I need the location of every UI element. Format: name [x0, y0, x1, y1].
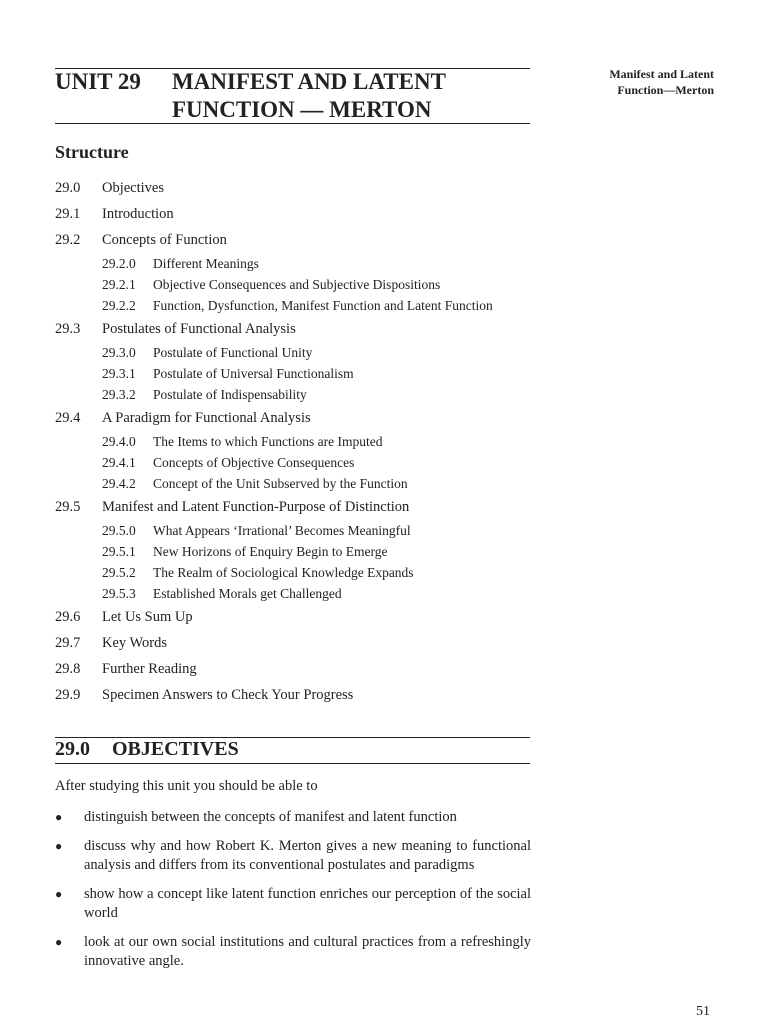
toc-subentry [55, 277, 515, 293]
toc-subentry-number: 29.5.0 [102, 523, 136, 538]
toc-entry-number: 29.1 [55, 206, 81, 222]
unit-number: UNIT 29 [55, 69, 141, 94]
toc-subentry [55, 586, 515, 602]
objectives-list [55, 808, 531, 981]
unit-rule-bottom [55, 123, 530, 124]
bullet-icon: ● [55, 935, 63, 949]
toc-item [55, 685, 515, 711]
toc-subentry-label: The Realm of Sociological Knowledge Expands [153, 565, 414, 580]
table-of-contents [55, 178, 515, 711]
toc-subentry-number: 29.4.0 [102, 434, 136, 449]
toc-item [55, 204, 515, 230]
toc-entry-label: Concepts of Function [102, 232, 227, 248]
objective-item [55, 885, 531, 923]
toc-item [55, 607, 515, 633]
toc-subentry-label: What Appears ‘Irrational’ Becomes Meaningful [153, 523, 411, 538]
toc-subentry-number: 29.3.1 [102, 366, 136, 381]
toc-subentry-label: Postulate of Indispensability [153, 387, 307, 402]
toc-subentry-label: Objective Consequences and Subjective Dispositions [153, 277, 441, 292]
objective-item [55, 808, 531, 827]
toc-subentry [55, 544, 515, 560]
toc-entry-label: Objectives [102, 180, 165, 196]
toc-entry-label: Further Reading [102, 661, 197, 677]
toc-subentry-number: 29.2.1 [102, 277, 136, 292]
toc-item [55, 408, 515, 492]
toc-subentry-number: 29.3.2 [102, 387, 136, 402]
running-head-line2: Function—Merton [617, 83, 714, 97]
toc-entry-number: 29.9 [55, 687, 81, 703]
toc-subentry-number: 29.2.2 [102, 298, 136, 313]
objective-text: distinguish between the concepts of manifest and latent function [84, 809, 457, 825]
toc-entry [55, 178, 515, 204]
objective-item [55, 837, 531, 875]
toc-entry-label: Introduction [102, 206, 174, 222]
toc-entry [55, 319, 515, 345]
bullet-icon: ● [55, 810, 63, 824]
toc-subentry-label: Different Meanings [153, 256, 259, 271]
toc-item [55, 319, 515, 403]
toc-entry-label: Let Us Sum Up [102, 609, 193, 625]
toc-entry-number: 29.3 [55, 321, 81, 337]
objectives-rule-bottom [55, 763, 530, 764]
toc-subentry-number: 29.3.0 [102, 345, 136, 360]
toc-entry-label: Manifest and Latent Function-Purpose of Distinction [102, 499, 410, 515]
toc-subentry-number: 29.2.0 [102, 256, 136, 271]
running-head-line1: Manifest and Latent [609, 67, 714, 81]
toc-subentry-label: Function, Dysfunction, Manifest Function and Latent Function [153, 298, 493, 313]
toc-subentry [55, 366, 515, 382]
toc-subentry-number: 29.4.2 [102, 476, 136, 491]
toc-subentry [55, 476, 515, 492]
toc-subentry-label: Postulate of Universal Functionalism [153, 366, 354, 381]
toc-subentry [55, 298, 515, 314]
toc-entry [55, 685, 515, 711]
toc-entry-label: A Paradigm for Functional Analysis [102, 410, 311, 426]
toc-subentry-label: New Horizons of Enquiry Begin to Emerge [153, 544, 388, 559]
toc-subentry [55, 434, 515, 450]
objective-text: look at our own social institutions and cultural practices from a refreshingly innovative angle. [84, 934, 531, 969]
toc-entry-label: Key Words [102, 635, 168, 651]
toc-subentry [55, 455, 515, 471]
toc-entry [55, 408, 515, 434]
toc-item [55, 497, 515, 602]
toc-entry [55, 607, 515, 633]
toc-subentry-label: The Items to which Functions are Imputed [153, 434, 383, 449]
toc-subentry [55, 523, 515, 539]
toc-item [55, 178, 515, 204]
toc-subentry [55, 387, 515, 403]
toc-entry [55, 659, 515, 685]
toc-entry-number: 29.7 [55, 635, 81, 651]
toc-entry-label: Postulates of Functional Analysis [102, 321, 296, 337]
objectives-heading-title: OBJECTIVES [112, 738, 239, 760]
objectives-intro: After studying this unit you should be able to [55, 778, 318, 794]
toc-item [55, 659, 515, 685]
toc-subentry-label: Concepts of Objective Consequences [153, 455, 355, 470]
toc-subentry-number: 29.4.1 [102, 455, 136, 470]
toc-item [55, 230, 515, 314]
unit-title-line2: FUNCTION — MERTON [172, 97, 432, 122]
toc-subentry [55, 256, 515, 272]
unit-title-line1: MANIFEST AND LATENT [172, 69, 446, 94]
toc-subentry-label: Concept of the Unit Subserved by the Function [153, 476, 408, 491]
toc-subentry-number: 29.5.1 [102, 544, 136, 559]
toc-entry [55, 230, 515, 256]
toc-entry [55, 497, 515, 523]
toc-item [55, 633, 515, 659]
toc-subentry [55, 345, 515, 361]
objective-text: show how a concept like latent function enriches our perception of the social world [84, 886, 531, 921]
toc-entry-number: 29.0 [55, 180, 81, 196]
toc-entry-number: 29.8 [55, 661, 81, 677]
page-number: 51 [696, 1004, 710, 1019]
objectives-heading [55, 738, 239, 761]
running-head [590, 66, 714, 98]
toc-entry [55, 204, 515, 230]
toc-entry [55, 633, 515, 659]
bullet-icon: ● [55, 839, 63, 853]
objective-item [55, 933, 531, 971]
toc-entry-label: Specimen Answers to Check Your Progress [102, 687, 354, 703]
toc-entry-number: 29.4 [55, 410, 81, 426]
toc-subentry-label: Established Morals get Challenged [153, 586, 342, 601]
toc-subentry-number: 29.5.3 [102, 586, 136, 601]
toc-subentry-label: Postulate of Functional Unity [153, 345, 313, 360]
objective-text: discuss why and how Robert K. Merton gives a new meaning to functional analysis and differs from its conventional postulates and paradigms [84, 838, 531, 873]
structure-heading: Structure [55, 142, 129, 162]
objectives-heading-number: 29.0 [55, 738, 90, 760]
toc-subentry [55, 565, 515, 581]
toc-entry-number: 29.2 [55, 232, 81, 248]
toc-entry-number: 29.6 [55, 609, 81, 625]
toc-entry-number: 29.5 [55, 499, 81, 515]
toc-subentry-number: 29.5.2 [102, 565, 136, 580]
bullet-icon: ● [55, 887, 63, 901]
